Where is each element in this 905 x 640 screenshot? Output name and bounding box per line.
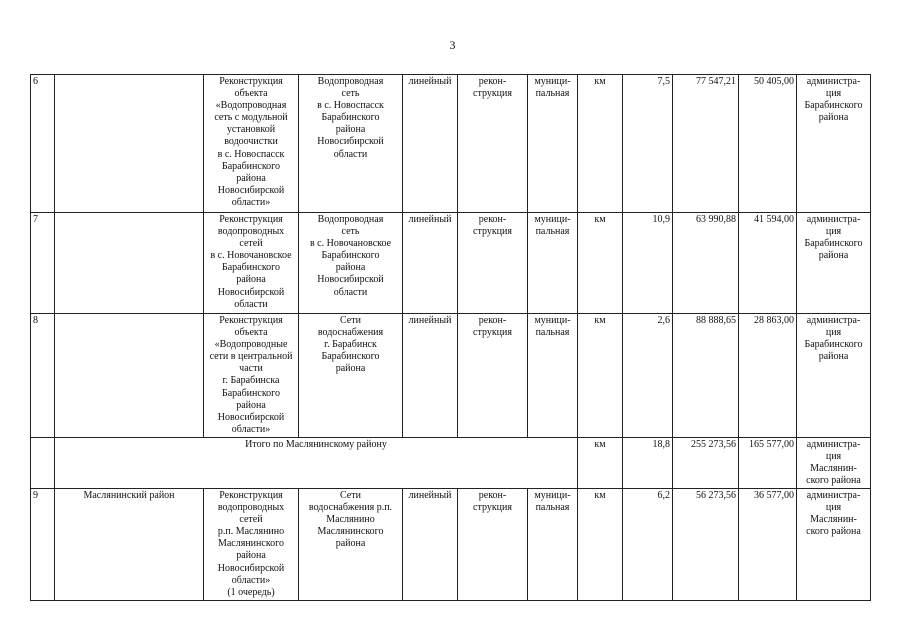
location-cell: Водопроводная сеть в с. Новоспасск Барабинского района Новосибирской области bbox=[299, 75, 403, 213]
total-unit-cell: км bbox=[578, 438, 623, 489]
work-type-cell: рекон- струкция bbox=[458, 489, 528, 601]
cost-cell: 88 888,65 bbox=[673, 314, 739, 438]
row-number: 6 bbox=[31, 75, 55, 213]
fund-cell: 36 577,00 bbox=[739, 489, 797, 601]
table-row bbox=[31, 489, 871, 601]
row-number: 7 bbox=[31, 213, 55, 314]
object-name-cell: Реконструкция водопроводных сетей в с. Новочановское Барабинского района Новосибирской области bbox=[204, 213, 299, 314]
unit-cell: км bbox=[578, 314, 623, 438]
table-row bbox=[31, 314, 871, 438]
total-label: Итого по Маслянинскому району bbox=[55, 438, 578, 489]
fund-cell: 41 594,00 bbox=[739, 213, 797, 314]
row-number: 8 bbox=[31, 314, 55, 438]
object-kind-cell: линейный bbox=[403, 489, 458, 601]
total-fund-cell: 165 577,00 bbox=[739, 438, 797, 489]
objects-table bbox=[30, 74, 871, 601]
customer-cell: администра- ция Маслянин- ского района bbox=[797, 489, 871, 601]
unit-cell: км bbox=[578, 75, 623, 213]
ownership-cell: муници- пальная bbox=[528, 75, 578, 213]
fund-cell: 50 405,00 bbox=[739, 75, 797, 213]
location-cell: Сети водоснабжения г. Барабинск Барабинского района bbox=[299, 314, 403, 438]
work-type-cell: рекон- струкция bbox=[458, 213, 528, 314]
object-name-cell: Реконструкция объекта «Водопроводная сеть с модульной установкой водоочистки в с. Новоспасск Барабинского района Новосибирской области» bbox=[204, 75, 299, 213]
object-kind-cell: линейный bbox=[403, 314, 458, 438]
work-type-cell: рекон- струкция bbox=[458, 75, 528, 213]
object-kind-cell: линейный bbox=[403, 213, 458, 314]
length-cell: 7,5 bbox=[623, 75, 673, 213]
object-name-cell: Реконструкция водопроводных сетей р.п. Маслянино Маслянинского района Новосибирской области» (1 очередь) bbox=[204, 489, 299, 601]
row-number: 9 bbox=[31, 489, 55, 601]
object-name-cell: Реконструкция объекта «Водопроводные сети в центральной части г. Барабинска Барабинского района Новосибирской области» bbox=[204, 314, 299, 438]
customer-cell: администра- ция Барабинского района bbox=[797, 75, 871, 213]
cost-cell: 56 273,56 bbox=[673, 489, 739, 601]
object-kind-cell: линейный bbox=[403, 75, 458, 213]
unit-cell: км bbox=[578, 213, 623, 314]
page-number: 3 bbox=[449, 38, 456, 52]
total-length-cell: 18,8 bbox=[623, 438, 673, 489]
location-cell: Водопроводная сеть в с. Новочановское Барабинского района Новосибирской области bbox=[299, 213, 403, 314]
district-cell bbox=[55, 314, 204, 438]
district-cell: Маслянинский район bbox=[55, 489, 204, 601]
location-cell: Сети водоснабжения р.п. Маслянино Маслянинского района bbox=[299, 489, 403, 601]
cost-cell: 77 547,21 bbox=[673, 75, 739, 213]
customer-cell: администра- ция Барабинского района bbox=[797, 314, 871, 438]
work-type-cell: рекон- струкция bbox=[458, 314, 528, 438]
fund-cell: 28 863,00 bbox=[739, 314, 797, 438]
cost-cell: 63 990,88 bbox=[673, 213, 739, 314]
total-cost-cell: 255 273,56 bbox=[673, 438, 739, 489]
table-row bbox=[31, 75, 871, 213]
ownership-cell: муници- пальная bbox=[528, 489, 578, 601]
unit-cell: км bbox=[578, 489, 623, 601]
ownership-cell: муници- пальная bbox=[528, 213, 578, 314]
total-row bbox=[31, 438, 871, 489]
ownership-cell: муници- пальная bbox=[528, 314, 578, 438]
total-blank-cell bbox=[31, 438, 55, 489]
customer-cell: администра- ция Барабинского района bbox=[797, 213, 871, 314]
length-cell: 10,9 bbox=[623, 213, 673, 314]
district-cell bbox=[55, 213, 204, 314]
district-cell bbox=[55, 75, 204, 213]
length-cell: 2,6 bbox=[623, 314, 673, 438]
length-cell: 6,2 bbox=[623, 489, 673, 601]
total-customer-cell: администра- ция Маслянин- ского района bbox=[797, 438, 871, 489]
table-row bbox=[31, 213, 871, 314]
